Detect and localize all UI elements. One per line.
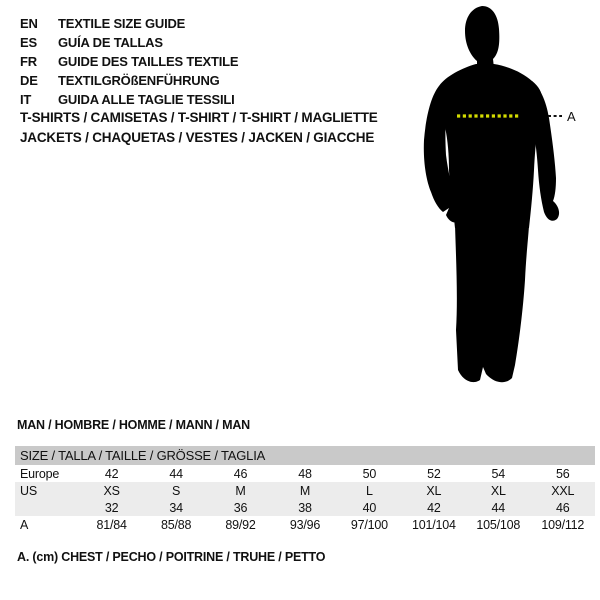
- language-row-en: [20, 14, 238, 33]
- row-label: [15, 499, 79, 516]
- garment-categories: [20, 108, 378, 148]
- language-code: DE: [20, 73, 38, 88]
- language-code: IT: [20, 92, 32, 107]
- language-row-it: [20, 90, 238, 109]
- size-cell: 40: [337, 499, 401, 516]
- measurement-footnote: A. (cm) CHEST / PECHO / POITRINE / TRUHE / PETTO: [17, 550, 326, 564]
- size-cell: 42: [104, 466, 119, 481]
- category-line-jackets: JACKETS / CHAQUETAS / VESTES / JACKEN / GIACCHE: [20, 130, 375, 145]
- size-cell: XL: [402, 482, 466, 499]
- size-cell: 89/92: [225, 517, 256, 532]
- row-label: A: [20, 517, 29, 532]
- size-cell: 54: [491, 466, 506, 481]
- row-label: Europe: [20, 466, 60, 481]
- language-list: [20, 14, 238, 109]
- language-row-es: [20, 33, 238, 52]
- size-table-header-row: [15, 446, 595, 465]
- language-label: GUÍA DE TALLAS: [58, 35, 163, 50]
- section-title-man: MAN / HOMBRE / HOMME / MANN / MAN: [17, 418, 250, 432]
- size-cell: XXL: [531, 482, 596, 499]
- size-cell: 36: [208, 499, 272, 516]
- size-cell: 42: [402, 499, 466, 516]
- size-cell: L: [337, 482, 401, 499]
- size-cell: 46: [531, 499, 596, 516]
- size-cell: 52: [427, 466, 441, 481]
- language-label: GUIDA ALLE TAGLIE TESSILI: [58, 92, 235, 107]
- size-cell: 44: [169, 466, 183, 481]
- language-row-fr: [20, 52, 238, 71]
- size-cell: 48: [298, 466, 312, 481]
- size-cell: 101/104: [411, 517, 456, 532]
- size-cell: 109/112: [541, 517, 585, 532]
- language-code: EN: [20, 16, 38, 31]
- size-cell: 46: [233, 466, 248, 481]
- size-cell: 34: [144, 499, 208, 516]
- size-table-header: SIZE / TALLA / TAILLE / GRÖSSE / TAGLIA: [15, 446, 595, 465]
- size-cell: 44: [466, 499, 530, 516]
- table-row-chest-cm: [15, 516, 595, 533]
- language-label: TEXTILE SIZE GUIDE: [58, 16, 186, 31]
- language-row-de: [20, 71, 238, 90]
- measure-label-a: A: [567, 109, 576, 124]
- man-figure: [410, 0, 600, 400]
- size-cell: XL: [466, 482, 530, 499]
- language-code: FR: [20, 54, 37, 69]
- language-label: GUIDE DES TAILLES TEXTILE: [58, 54, 239, 69]
- size-table: [15, 446, 595, 533]
- size-cell: 97/100: [350, 517, 388, 532]
- table-row-us-numeric: [15, 499, 595, 516]
- size-cell: 32: [79, 499, 143, 516]
- size-cell: 56: [555, 466, 570, 481]
- size-cell: 50: [362, 466, 377, 481]
- size-cell: 38: [273, 499, 337, 516]
- size-cell: 93/96: [289, 517, 321, 532]
- language-label: TEXTILGRÖßENFÜHRUNG: [58, 73, 220, 88]
- man-silhouette: [424, 6, 559, 382]
- row-label: US: [15, 482, 79, 499]
- size-cell: 105/108: [476, 517, 521, 532]
- size-cell: 81/84: [96, 517, 127, 532]
- size-cell: S: [144, 482, 208, 499]
- category-line-tshirts: T-SHIRTS / CAMISETAS / T-SHIRT / T-SHIRT / MAGLIETTE: [20, 110, 378, 125]
- size-cell: XS: [79, 482, 143, 499]
- table-row-us: [15, 482, 595, 499]
- size-cell: 85/88: [160, 517, 192, 532]
- table-row-europe: [15, 465, 595, 482]
- size-cell: M: [208, 482, 272, 499]
- size-cell: M: [273, 482, 337, 499]
- language-code: ES: [20, 35, 37, 50]
